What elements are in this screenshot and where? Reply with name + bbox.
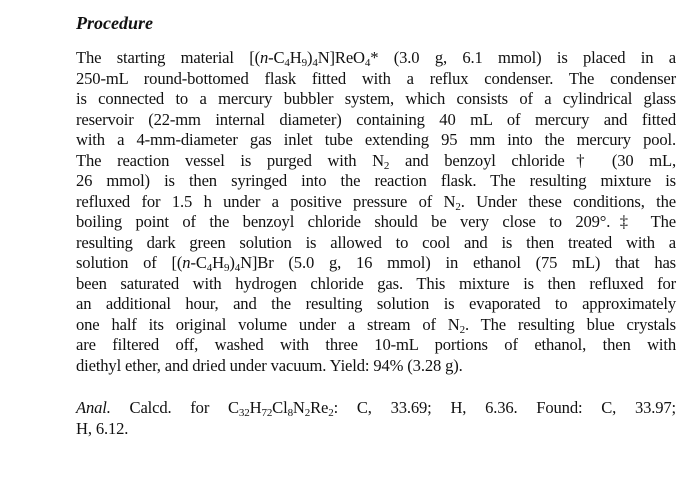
- procedure-line: The reaction vessel is purged with $N_2$ and benzoyl chloride† (30 mL,: [76, 150, 676, 172]
- procedure-line: diethyl ether, and dried under vacuum. Yield: 94% (3.28 g).: [76, 355, 463, 375]
- procedure-line: are filtered off, washed with three 10-mL portions of ethanol, then with: [76, 335, 676, 354]
- procedure-line: 250-mL round-bottomed flask fitted with a reflux condenser. The condenser: [76, 68, 676, 88]
- procedure-line: resulting dark green solution is allowed to cool and is then treated with a: [76, 232, 676, 252]
- procedure-line: with a 4-mm-diameter gas inlet tube extending 95 mm into the mercury pool.: [76, 130, 676, 149]
- procedure-line: refluxed for 1.5 h under a positive pressure of $N_2$. Under these conditions, the: [76, 191, 676, 213]
- procedure-line: reservoir (22-mm internal diameter) containing 40 mL of mercury and fitted: [76, 109, 676, 129]
- document-page: [76, 12, 676, 439]
- procedure-line: 26 mmol) is then syringed into the reaction flask. The resulting mixture is: [76, 171, 676, 190]
- analysis-line: Anal. Calcd. for $C_{32}H_{72}Cl_8N_2Re_2$: C, 33.69; H, 6.36. Found: C, 33.97;: [76, 398, 676, 419]
- procedure-paragraph: [76, 48, 676, 376]
- analysis-label: Anal.: [76, 398, 111, 417]
- procedure-line: The starting material $[(n-C_4H_9)_4N]ReO_4*$ (3.0 g, 6.1 mmol) is placed in a: [76, 48, 676, 69]
- procedure-line: solution of $[(n-C_4H_9)_4N]Br$ (5.0 g, 16 mmol) in ethanol (75 mL) that has: [76, 253, 676, 274]
- analysis-paragraph: [76, 398, 676, 439]
- analysis-line: H, 6.12.: [76, 418, 129, 438]
- procedure-line: been saturated with hydrogen chloride gas. This mixture is then refluxed for: [76, 273, 676, 293]
- procedure-line: boiling point of the benzoyl chloride should be very close to 209°.‡ The: [76, 212, 676, 231]
- procedure-line: is connected to a mercury bubbler system, which consists of a cylindrical glass: [76, 89, 676, 108]
- procedure-line: an additional hour, and the resulting solution is evaporated to approximately: [76, 294, 676, 313]
- procedure-line: one half its original volume under a stream of $N_2$. The resulting blue crystals: [76, 314, 676, 336]
- section-heading: Procedure: [76, 13, 153, 33]
